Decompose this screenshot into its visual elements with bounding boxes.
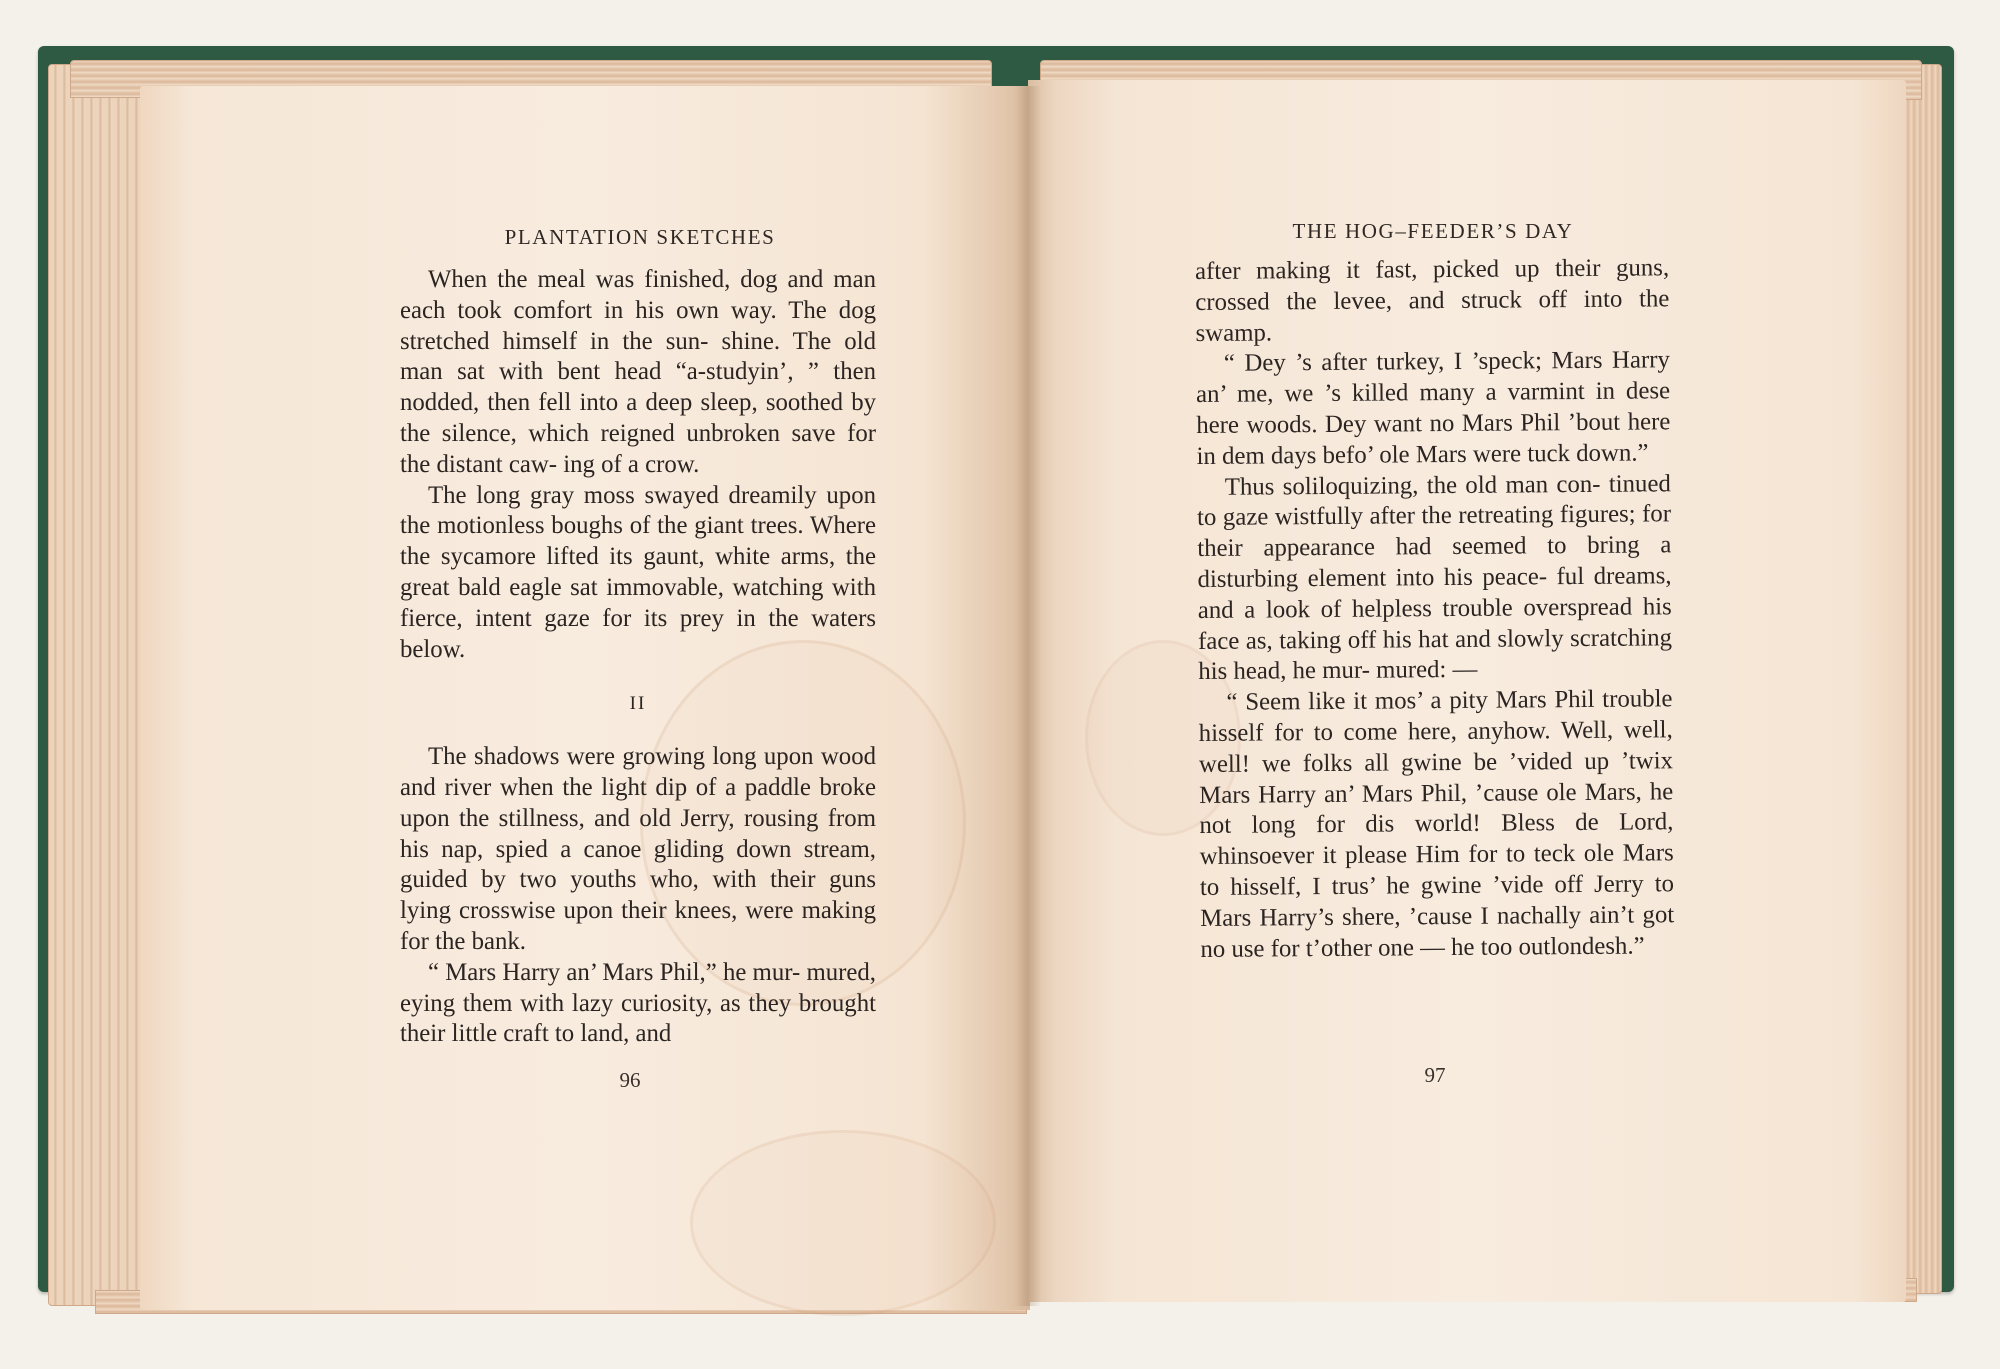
paragraph: The shadows were growing long upon wood and river when the light dip of a paddle broke upon the stillness, and old Jerry, rousing from his nap, spied a canoe gliding down stream, guided by two youths who, with their guns lying crosswise upon their knees, were making for the bank.: [400, 743, 876, 955]
left-running-head: PLANTATION SKETCHES: [504, 225, 776, 249]
page-edges-left: [48, 64, 145, 1306]
paragraph: When the meal was finished, dog and man each took comfort in his own way. The dog stretched himself in the sun- shine. The old man sat with bent head “a-studyin’, ” then nodded, then fell into a deep sleep, soothed by the silence, which reigned unbroken save for the distant caw- ing of a crow.: [400, 266, 876, 478]
left-page-number: 96: [619, 1068, 641, 1092]
gutter-shadow: [1015, 86, 1041, 1306]
right-page-text: [1195, 253, 1675, 965]
water-stain: [690, 1130, 996, 1316]
paragraph: “ Seem like it mos’ a pity Mars Phil trouble hisself for to come here, anyhow. Well, well, well! we folks all gwine be ’vided up ’twix Mars Harry an’ Mars Phil, ’cause ole Mars, he not long for dis world! Bless de Lord, whinsoever it please Him for to teck ole Mars to hisself, I trus’ he gwine ’vide off Jerry to Mars Harry’s shere, ’cause I nachally ain’t got no use for t’other one — he too outlondesh.”: [1198, 685, 1675, 963]
right-page-number: 97: [1424, 1063, 1446, 1087]
paragraph: Thus soliloquizing, the old man con- tinued to gaze wistfully after the retreating figures; for their appearance had seemed to bring a disturbing element into his peace- ful dreams, and a look of helpless trouble overspread his face as, taking off his hat and slowly scratching his head, he mur- mured: —: [1196, 469, 1673, 686]
paragraph-continuation: after making it fast, picked up their guns, crossed the levee, and struck off into the swamp.: [1195, 254, 1670, 347]
left-page-text: [400, 265, 876, 1050]
right-running-head: THE HOG–FEEDER’S DAY: [1292, 219, 1574, 243]
paragraph: “ Mars Harry an’ Mars Phil,” he mur- mured, eying them with lazy curiosity, as they brought their little craft to land, and: [400, 958, 877, 1048]
section-numeral: II: [629, 693, 647, 715]
paragraph: The long gray moss swayed dreamily upon the motionless boughs of the giant trees. Where the sycamore lifted its gaunt, white arms, the great bald eagle sat immovable, watching with fierce, intent gaze for its prey in the waters below.: [400, 481, 876, 663]
paragraph: “ Dey ’s after turkey, I ’speck; Mars Harry an’ me, we ’s killed many a varmint in dese here woods. Dey want no Mars Phil ’bout here in dem days befo’ ole Mars were tuck down.”: [1195, 346, 1671, 470]
